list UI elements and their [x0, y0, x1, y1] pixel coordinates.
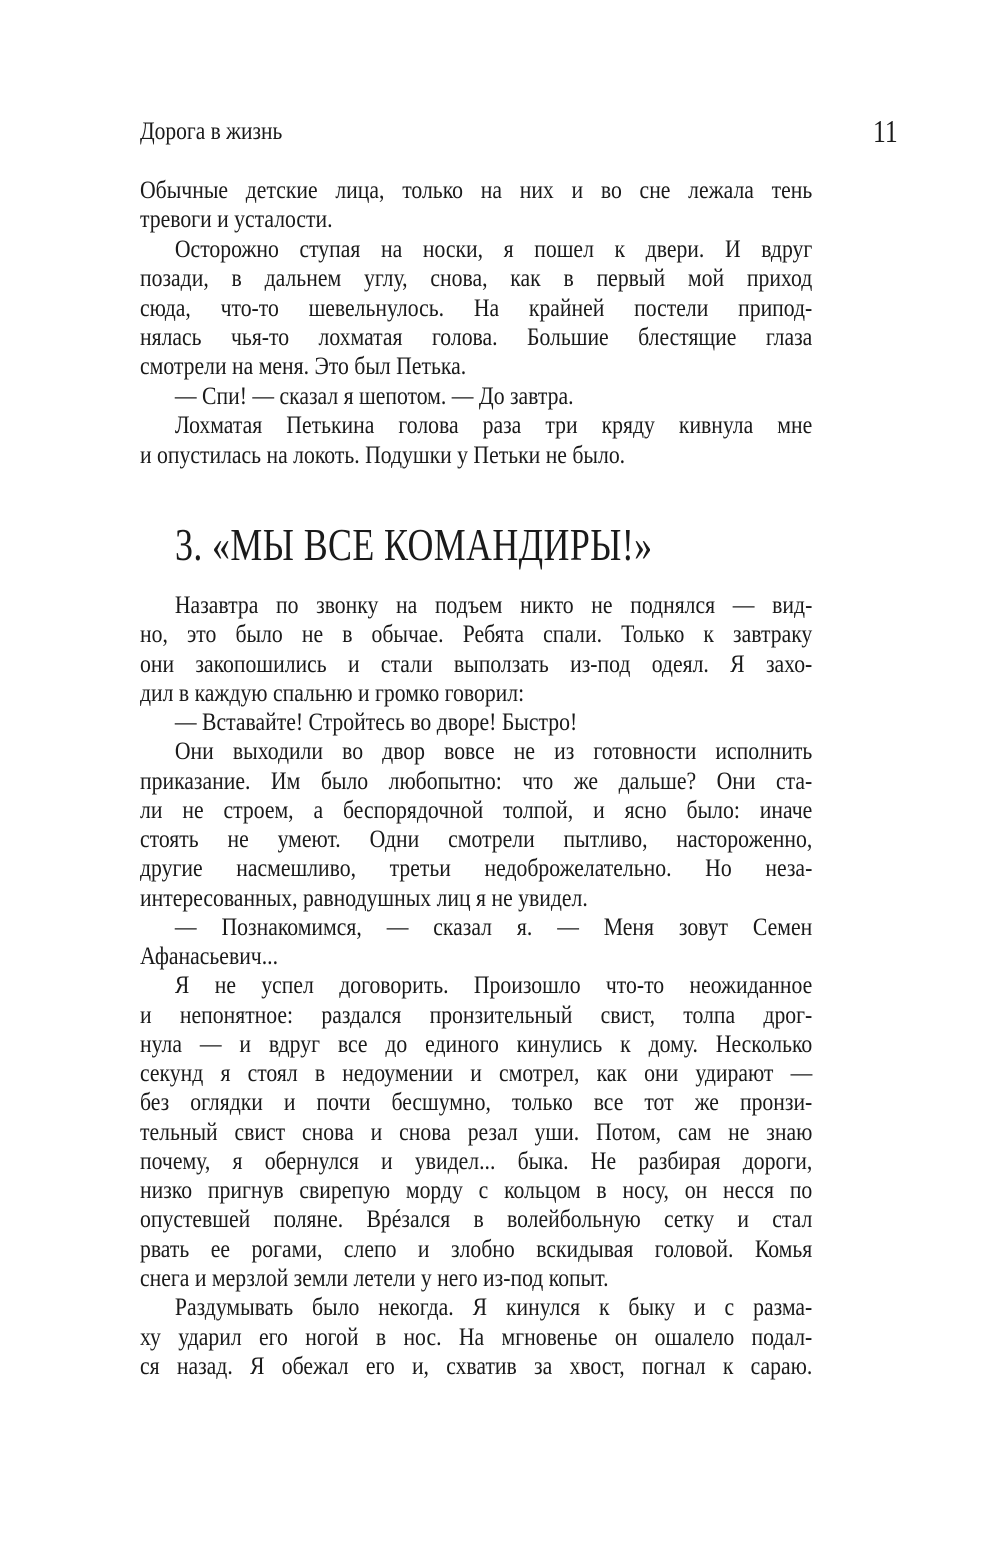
text-line: сюда, что-то шевельнулось. На крайней постели припод-	[140, 292, 813, 322]
text-line: но, это было не в обычае. Ребята спали. Только к завтраку	[140, 619, 813, 649]
text-line: тельный свист снова и снова резал уши. Потом, сам не знаю	[140, 1116, 813, 1146]
text-line: ху ударил его ногой в нос. На мгновенье он ошалело подал-	[140, 1321, 813, 1351]
page-number: 11	[873, 113, 898, 149]
text-line: ся назад. Я обежал его и, схватив за хвост, погнал к сараю.	[140, 1350, 813, 1380]
text-line: позади, в дальнем углу, снова, как в первый мой приход	[140, 263, 813, 293]
text-line: ли не строем, а беспорядочной толпой, и ясно было: иначе	[140, 794, 813, 824]
text-line: рвать ее рогами, слепо и злобно вскидывая головой. Комья	[140, 1233, 813, 1263]
chapter-heading: 3. «МЫ ВСЕ КОМАНДИРЫ!»	[175, 519, 653, 570]
text-line: другие насмешливо, третьи недоброжелательно. Но неза-	[140, 853, 813, 883]
text-line: Осторожно ступая на носки, я пошел к двери. И вдруг	[174, 233, 813, 263]
text-line: Афанасьевич...	[140, 941, 278, 971]
text-line: и опустилась на локоть. Подушки у Петьки не было.	[140, 439, 626, 469]
text-line: тревоги и усталости.	[140, 204, 333, 234]
text-line: Назавтра по звонку на подъем никто не поднялся — вид-	[174, 590, 813, 619]
text-line: приказание. Им было любопытно: что же дальше? Они ста-	[140, 765, 813, 795]
text-line: — Спи! — сказал я шепотом. — До завтра.	[174, 380, 574, 410]
text-line: Они выходили во двор вовсе не из готовности исполнить	[174, 736, 813, 766]
text-line: низко пригнув свирепую морду с кольцом в носу, он несся по	[140, 1175, 813, 1205]
text-line: дил в каждую спальню и громко говорил:	[140, 677, 525, 707]
text-line: секунд я стоял в недоумении и смотрел, как они удирают —	[140, 1058, 813, 1088]
text-line: нялась чья-то лохматая голова. Большие блестящие глаза	[140, 322, 813, 351]
text-line: стоять не умеют. Одни смотрели пытливо, настороженно,	[140, 824, 813, 854]
text-line: — Вставайте! Стройтесь во дворе! Быстро!	[174, 707, 578, 737]
text-line: снега и мерзлой земли летели у него из-под копыт.	[140, 1262, 609, 1292]
text-line: Лохматая Петькина голова раза три кряду кивнула мне	[174, 410, 813, 440]
text-line: Раздумывать было некогда. Я кинулся к быку и с разма-	[174, 1292, 813, 1322]
text-line: нула — и вдруг все до единого кинулись к дому. Несколько	[140, 1028, 813, 1058]
text-line: они закопошились и стали выползать из-под одеял. Я захо-	[140, 648, 813, 678]
text-line: почему, я обернулся и увидел... быка. Не разбирая дороги,	[140, 1145, 813, 1175]
text-line: Я не успел договорить. Произошло что-то неожиданное	[174, 970, 813, 1000]
text-line: Обычные детские лица, только на них и во сне лежала тень	[140, 175, 813, 204]
text-line: — Познакомимся, — сказал я. — Меня зовут Семен	[174, 911, 813, 941]
text-line: смотрели на меня. Это был Петька.	[140, 351, 467, 381]
text-line: без оглядки и почти бесшумно, только все тот же пронзи-	[140, 1087, 813, 1117]
text-line: интересованных, равнодушных лиц я не увидел.	[140, 882, 588, 912]
text-line: и непонятное: раздался пронзительный свист, толпа дрог-	[140, 999, 813, 1029]
running-head: Дорога в жизнь	[140, 118, 283, 145]
text-line: опустевшей поляне. Врéзался в волейбольную сетку и стал	[140, 1204, 813, 1234]
